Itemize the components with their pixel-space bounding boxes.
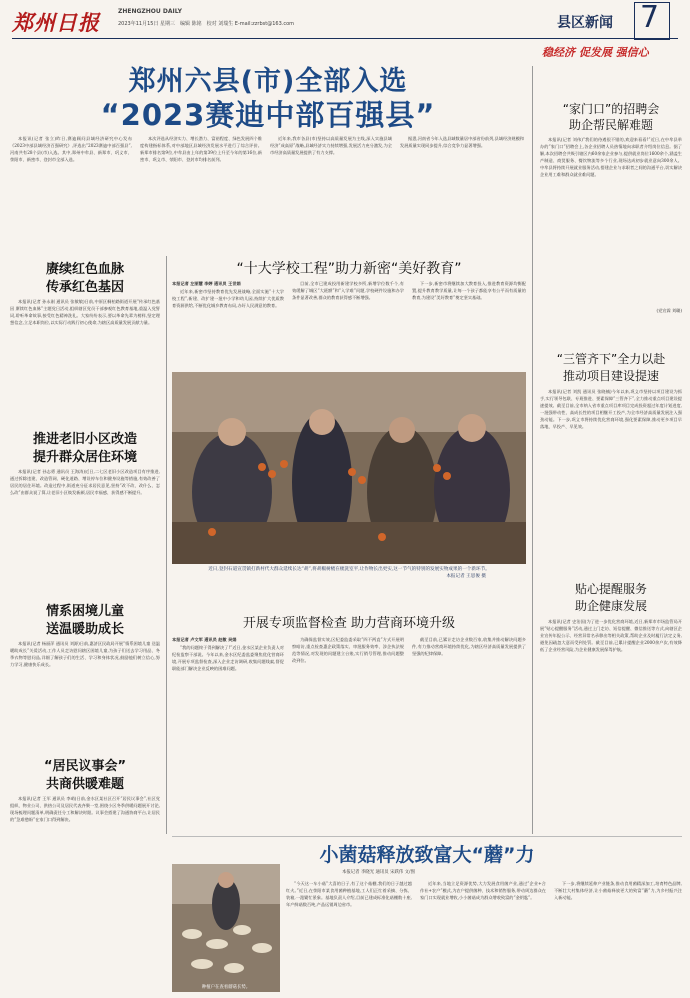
- business-col-1: “我的问题终于得到解决了!”近日,金水区某企业负责人对纪检监察干部说。今年以来,金水区纪委监委聚焦优化营商环境,开展专项监督检查,深入企业走访调研,收集问题线索,督促职能部门解决企业反映的困难问题。: [172, 645, 284, 671]
- schools-col-2: 目前,全市已建成投用新建学校多所,新增学位数千个,有效缓解了城区“大班额”和“入学难”问题,学校硬件设施和办学条件显著改善,群众的教育获得感不断增强。: [292, 281, 404, 300]
- section-name: 县区新闻: [557, 15, 613, 31]
- sidebar-story-reminder: [540, 580, 682, 830]
- mushroom-headline: 小菌菇释放致富大“蘑”力: [319, 844, 535, 866]
- oldcommunity-headline-1: 推进老旧小区改造: [32, 432, 137, 447]
- schools-headline: “十大学校工程”助力新密“美好教育”: [236, 261, 462, 277]
- projects-headline-2: 推动项目建设提速: [562, 369, 659, 383]
- lead-story: [10, 55, 526, 255]
- reminder-headline-1: 贴心提醒服务: [574, 582, 647, 596]
- left-story-redgene: [10, 258, 160, 408]
- sidebar-story-jobfair: [540, 66, 682, 334]
- jobfair-headline-1: “家门口”的招聘会: [562, 102, 660, 116]
- bottom-story-mushroom: [172, 840, 682, 995]
- persimmon-photo: [172, 372, 526, 564]
- schools-byline: 本报记者 左丽慧 李婷 通讯员 王世娟: [172, 281, 241, 286]
- lead-col-2: 本次评选从经济实力、增长潜力、富裕程度、绿色发展四个维度构建指标体系,对中部地区县域经济发展水平进行了综合评价。新郑市排名第9位,中牟县由上年的第39位上升至今年的第16位,新密市、巩义市、荥阳市、登封市均排名前列。: [140, 136, 262, 162]
- lead-headline-line2: “2023赛迪中部百强县”: [100, 98, 436, 132]
- slogan-banner: 稳经济 促发展 强信心: [542, 46, 649, 59]
- mushroom-photo-caption: 种植户在查看蘑菇长势。: [201, 985, 251, 990]
- schools-col-3: 下一步,新密市将继续加大教育投入,推进教育资源均衡配置,提升教育教学质量,让每一个孩子都能享有公平而有质量的教育,为建设“美好教育”奠定坚实基础。: [412, 281, 526, 300]
- redgene-headline-2: 传承红色基因: [45, 280, 124, 295]
- photo-caption-text: 近日,登封石道宣贯镇打新村代大群众延续长达“胡”,将胡椒树梳在梳洗室平,让作物长出更实,这一节气的特别的发展实物成果的一个新环节。: [208, 567, 490, 572]
- photo-illustration: [172, 372, 526, 564]
- schools-col-1: 近年来,新密市坚持教育优先发展战略,全面实施“十大学校工程”,新建、改扩建一批中小学和幼儿园,持续扩大优质教育资源供给,不断优化城乡教育布局,办好人民满意的教育。: [172, 289, 284, 308]
- right-column-divider: [532, 66, 533, 834]
- middle-story-business: [172, 612, 526, 834]
- children-headline-1: 情系困境儿童: [45, 604, 124, 619]
- mushroom-byline: 本报记者 李晓光 通讯员 宋跃伟 文/图: [342, 870, 415, 875]
- children-body: 本报讯(记者 杨丽萍 通讯员 刘源)日前,惠济区民政局开展“情系困境儿童 送温暖助成长”关爱活动,工作人员走访慰问辖区困境儿童,为孩子们送去学习用品、冬季衣物等慰问品,详细了解孩子们的生活、学习和身体状况,鼓励他们树立信心,努力学习,健康快乐成长。: [10, 641, 160, 667]
- projects-body: 本报讯(记者 刘凯 通讯员 张晓楠)今年以来,巩义市坚持以项目建设为抓手,实行领导包联、专班推进、要素保障“三管齐下”,全力推动重点项目建设提速提效。截至目前,全市纳入省市重点项目库项目完成投资超过年度计划进度,一批强带动性、高成长性的项目相继开工投产,为全市经济高质量发展注入强劲动能。下一步,巩义市将持续优化营商环境,强化要素保障,推动更多项目早落地、早投产、早见效。: [540, 389, 682, 429]
- photo-credit: 本报记者 王思俊 摄: [446, 574, 486, 579]
- masthead-rule: [12, 38, 678, 39]
- mushroom-photo: [172, 864, 280, 992]
- mushroom-col-1: “今天这一车小菇”大喜的日子,有了这个菇棚,我们的日子越过越红火。”近日,在荥阳市某食用菌种植基地,工人们正忙着采摘、分拣、装箱,一派繁忙景象。基地负责人介绍,目前已建成标准化菇棚数十座,年产鲜菇数百吨,产品远销周边省市。: [286, 881, 412, 907]
- projects-headline-1: “三管齐下”全力以赴: [556, 352, 666, 366]
- left-story-children: [10, 600, 160, 740]
- reminder-headline-2: 助企健康发展: [574, 599, 647, 613]
- oldcommunity-headline-2: 提升群众居住环境: [32, 450, 137, 465]
- sidebar-story-projects: [540, 350, 682, 590]
- redgene-body: 本报讯(记者 孙永刚 通讯员 张敏敏)日前,中原区桐柏路街道开展“传承红色基因 赓续红色血脉”主题党日活动,组织辖区党员干部参观红色教育基地,重温入党誓词,聆听革命故事,接受红色精神洗礼。大家纷纷表示,要以革命先辈为榜样,坚定理想信念,立足本职岗位,以实际行动践行初心使命,为辖区高质量发展贡献力量。: [10, 299, 160, 325]
- council-headline-1: “居民议事会”: [43, 759, 127, 774]
- left-story-oldcommunity: [10, 428, 160, 578]
- left-story-council: [10, 755, 160, 993]
- lead-col-3: 近年来,我市各县(市)坚持以高质量发展为主线,深入实施县域经济“成高原”战略,县域经济实力持续增强,发展活力充分激发,为全市经济高质量发展提供了有力支撑。: [270, 136, 392, 155]
- jobfair-author: (党宣霖 刘璐): [656, 308, 682, 313]
- council-headline-2: 共商供暖难题: [45, 777, 124, 792]
- children-headline-2: 送温暖助成长: [45, 622, 124, 637]
- lead-col-1: 本报讯(记者 张立)昨日,赛迪顾问县域经济研究中心发布《2023中部县域经济百强研究》,评选出“2023赛迪中部百强县”,河南共有28个县(市)入选。其中,郑州中牟县、新郑市、巩义市、荥阳市、新密市、登封市全部入选。: [10, 136, 132, 162]
- jobfair-body: 本报讯(记者 刘伟)“我们的待遇很不错的,欢迎来看看!”近日,在中牟县举办的“家门口”招聘会上,各企业招聘人员热情地向求职者介绍岗位信息。据了解,本次招聘会共吸引辖区内60余家企业参与,提供就业岗位1600余个,涵盖生产制造、商贸服务、餐饮物流等多个行业,现场达成初步就业意向300余人。中牟县将持续开展就业服务活动,搭建企业与求职者之间的沟通平台,切实解决企业用工难和群众就业难问题。: [540, 137, 682, 177]
- mushroom-col-2: 近年来,当地立足资源优势,大力发展食用菌产业,通过“企业+合作社+农户”模式,为农户提供菌种、技术和销售服务,带动周边群众在家门口实现就业增收,小小菌菇成为群众增收致富的“金钥匙”。: [420, 881, 546, 900]
- business-headline: 开展专项监督检查 助力营商环境升级: [242, 616, 456, 631]
- business-byline: 本报记者 卢文军 通讯员 赵敏 吴娟: [172, 637, 237, 642]
- mushroom-col-3: 下一步,将继续延伸产业链条,推动食用菌精深加工,培育特色品牌,不断壮大村集体经济,让小菌菇释放更大的致富“蘑”力,为乡村振兴注入新动能。: [554, 881, 682, 900]
- left-column-divider: [166, 256, 167, 834]
- page-number: 7: [640, 0, 660, 35]
- photo-caption: [172, 566, 526, 596]
- mushroom-photo-illustration: [172, 864, 280, 992]
- lead-headline-line1: 郑州六县(市)全部入选: [128, 66, 408, 97]
- newspaper-logo: 郑州日报: [12, 10, 100, 35]
- jobfair-headline-2: 助企帮民解难题: [568, 118, 653, 132]
- issue-meta: 2023年11月15日 星期三 编辑 陈铭 校对 刘瑞生 E-mail:zzrbst@163.com: [118, 21, 295, 27]
- bottom-story-rule: [172, 836, 682, 837]
- lead-col-4: 据悉,河南省今年入选县域数量居中部省份前列,县域经济规模和发展质量实现同步提升,综合竞争力显著增强。: [400, 136, 524, 148]
- paper-english-name: ZHENGZHOU DAILY: [118, 8, 182, 15]
- business-col-2: 为确保监督实效,区纪委监委采取“四不两直”方式开展明察暗访,重点检查惠企政策落实、审批服务效率、涉企执法规范等情况,对发现的问题建立台账,实行销号管理,推动问题整改到位。: [292, 637, 404, 663]
- middle-story-schools: [172, 258, 526, 370]
- redgene-headline-1: 赓续红色血脉: [45, 262, 124, 277]
- reminder-body: 本报讯(记者 史治国)为了进一步优化营商环境,近日,新郑市市场监管局开展“贴心提醒服务”活动,通过上门走访、短信提醒、微信推送等方式,向辖区企业宣传年报公示、经营异常名录移出等相关政策,帮助企业及时履行法定义务,避免因疏忽大意而受到处罚。截至目前,已累计提醒企业2000余户次,有效降低了企业经营风险,为企业健康发展保驾护航。: [540, 619, 682, 652]
- council-body: 本报讯(记者 王军 通讯员 李萌)日前,金水区某社区召开“居民议事会”,社区党组织、物业公司、供热公司及居民代表齐聚一堂,围绕小区冬季供暖问题展开讨论,现场梳理问题清单,明确责任分工和解决时限。议事会搭建了沟通协商平台,让居民的“急难愁盼”在家门口得到解决。: [10, 796, 160, 822]
- oldcommunity-body: 本报讯(记者 孙志勇 通讯员 王海涛)近日,二七区老旧小区改造项目有序推进,通过拆除违建、改造管网、硬化道路、增设停车位和健身设施等措施,有效改善了居民的居住环境。改造过程中,街道充分征求居民意见,坚持“改不改、改什么、怎么改”由群众说了算,让老旧小区焕发新颜,居民幸福感、获得感不断提升。: [10, 469, 160, 495]
- business-col-3: 截至目前,已累计走访企业数百家,收集并推动解决问题多件,有力推动营商环境持续优化,为辖区经济高质量发展提供了坚强的纪律保障。: [412, 637, 526, 656]
